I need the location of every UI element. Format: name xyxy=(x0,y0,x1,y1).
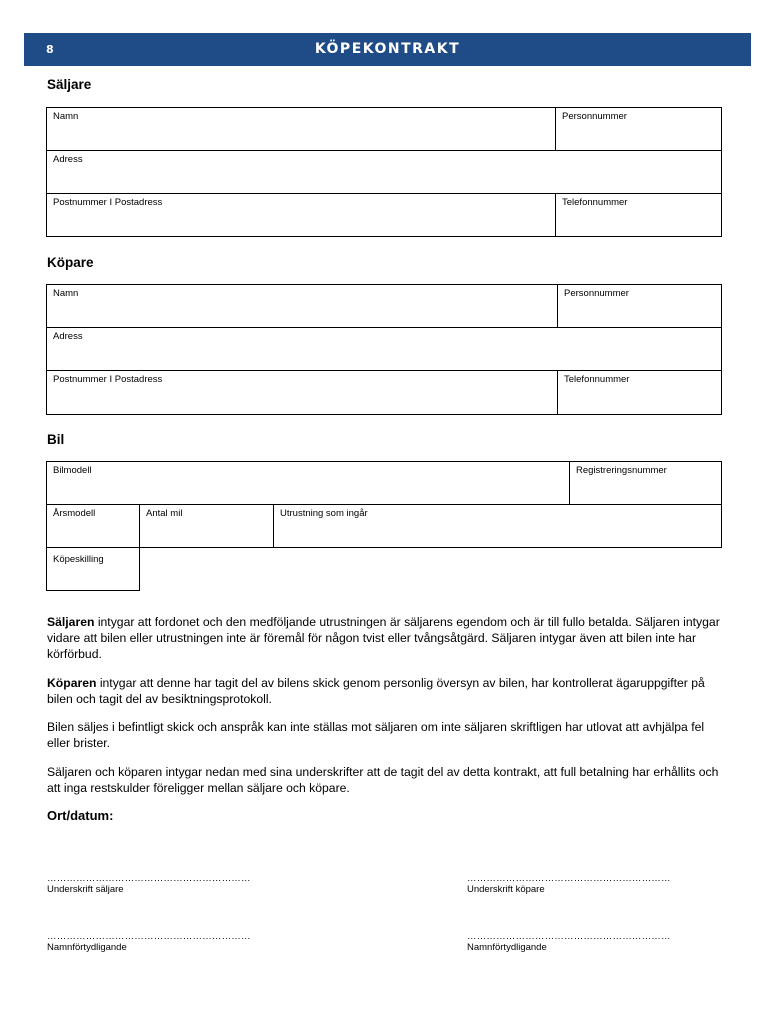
seller-signature-line: ……………………………………………………… xyxy=(47,873,251,884)
seller-row-postal xyxy=(47,194,721,237)
buyer-section-title: Köpare xyxy=(47,255,94,270)
car-equipment-label: Utrustning som ingår xyxy=(280,508,368,519)
seller-address-label: Adress xyxy=(53,154,83,165)
seller-declaration xyxy=(47,614,727,662)
buyer-name-block[interactable] xyxy=(467,931,671,954)
buyer-row-postal xyxy=(47,371,721,414)
seller-name-line: ……………………………………………………… xyxy=(47,931,251,942)
header-bar xyxy=(24,33,751,66)
seller-phone-field[interactable] xyxy=(556,194,721,237)
seller-postal-label: Postnummer I Postadress xyxy=(53,197,163,208)
buyer-postal-field[interactable] xyxy=(47,371,558,414)
car-equipment-field[interactable] xyxy=(274,505,721,548)
buyer-name-field[interactable] xyxy=(47,285,558,327)
seller-section-title: Säljare xyxy=(47,77,92,92)
buyer-row-name xyxy=(47,285,721,328)
condition-clause: Bilen säljes i befintligt skick och anspråk kan inte ställas mot säljaren om inte säljaren skriftligen har utlovat att avhjälpa fel eller brister. xyxy=(47,720,705,750)
car-row-details xyxy=(47,505,721,548)
buyer-form xyxy=(46,284,722,415)
page-number: 8 xyxy=(46,43,54,56)
seller-name-clarification-label: Namnförtydligande xyxy=(47,942,127,953)
buyer-row-address xyxy=(47,328,721,371)
seller-name-field[interactable] xyxy=(47,108,556,150)
car-price-label: Köpeskilling xyxy=(53,554,104,565)
car-mileage-label: Antal mil xyxy=(146,508,183,519)
seller-name-label: Namn xyxy=(53,111,79,122)
car-year-field[interactable] xyxy=(47,505,140,548)
buyer-name-label: Namn xyxy=(53,288,79,299)
seller-row-address xyxy=(47,151,721,194)
document-title: KÖPEKONTRAKT xyxy=(314,41,461,57)
car-price-field[interactable] xyxy=(46,546,140,591)
buyer-phone-field[interactable] xyxy=(558,371,721,414)
buyer-declaration-text: intygar att denne har tagit del av bilens skick genom personlig översyn av bilen, har kontrollerat ägaruppgifter på bilen och tagit del av besiktningsprotokoll. xyxy=(47,676,705,706)
seller-signature-label: Underskrift säljare xyxy=(47,884,124,895)
buyer-signature-label: Underskrift köpare xyxy=(467,884,545,895)
seller-personal-number-field[interactable] xyxy=(556,108,721,150)
seller-phone-label: Telefonnummer xyxy=(562,197,628,208)
seller-postal-field[interactable] xyxy=(47,194,556,237)
seller-personal-number-label: Personnummer xyxy=(562,111,627,122)
payment-clause: Säljaren och köparen intygar nedan med sina underskrifter att de tagit del av detta kontrakt, att full betalning har erhållits och att inga restskulder föreligger mellan säljare och köpare. xyxy=(47,765,719,795)
car-row-model xyxy=(47,462,721,505)
buyer-signature-line: ……………………………………………………… xyxy=(467,873,671,884)
car-model-field[interactable] xyxy=(47,462,570,504)
buyer-declaration xyxy=(47,675,727,707)
buyer-personal-number-label: Personnummer xyxy=(564,288,629,299)
seller-declaration-bold: Säljaren xyxy=(47,615,95,629)
buyer-postal-label: Postnummer I Postadress xyxy=(53,374,163,385)
buyer-phone-label: Telefonnummer xyxy=(564,374,630,385)
buyer-personal-number-field[interactable] xyxy=(558,285,721,327)
buyer-address-field[interactable] xyxy=(47,328,721,370)
car-section-title: Bil xyxy=(47,432,65,447)
seller-signature-block[interactable] xyxy=(47,873,251,896)
car-registration-field[interactable] xyxy=(570,462,721,504)
buyer-name-line: ……………………………………………………… xyxy=(467,931,671,942)
seller-address-field[interactable] xyxy=(47,151,721,193)
place-date-label: Ort/datum: xyxy=(47,808,114,823)
seller-form xyxy=(46,107,722,237)
buyer-name-clarification-label: Namnförtydligande xyxy=(467,942,547,953)
buyer-signature-block[interactable] xyxy=(467,873,671,896)
seller-declaration-text: intygar att fordonet och den medföljande utrustningen är säljarens egendom och är till fullo betalda. Säljaren intygar vidare att bilen eller utrustningen inte är föremål för någon tvist eller tvångsåtgärd. Säljaren intygar även att bilen inte har körförbud. xyxy=(47,615,720,661)
seller-row-name xyxy=(47,108,721,151)
car-form xyxy=(46,461,722,548)
car-year-label: Årsmodell xyxy=(53,508,96,519)
car-registration-label: Registreringsnummer xyxy=(576,465,667,476)
seller-name-block[interactable] xyxy=(47,931,251,954)
buyer-address-label: Adress xyxy=(53,331,83,342)
buyer-declaration-bold: Köparen xyxy=(47,676,97,690)
car-mileage-field[interactable] xyxy=(140,505,274,548)
car-model-label: Bilmodell xyxy=(53,465,92,476)
